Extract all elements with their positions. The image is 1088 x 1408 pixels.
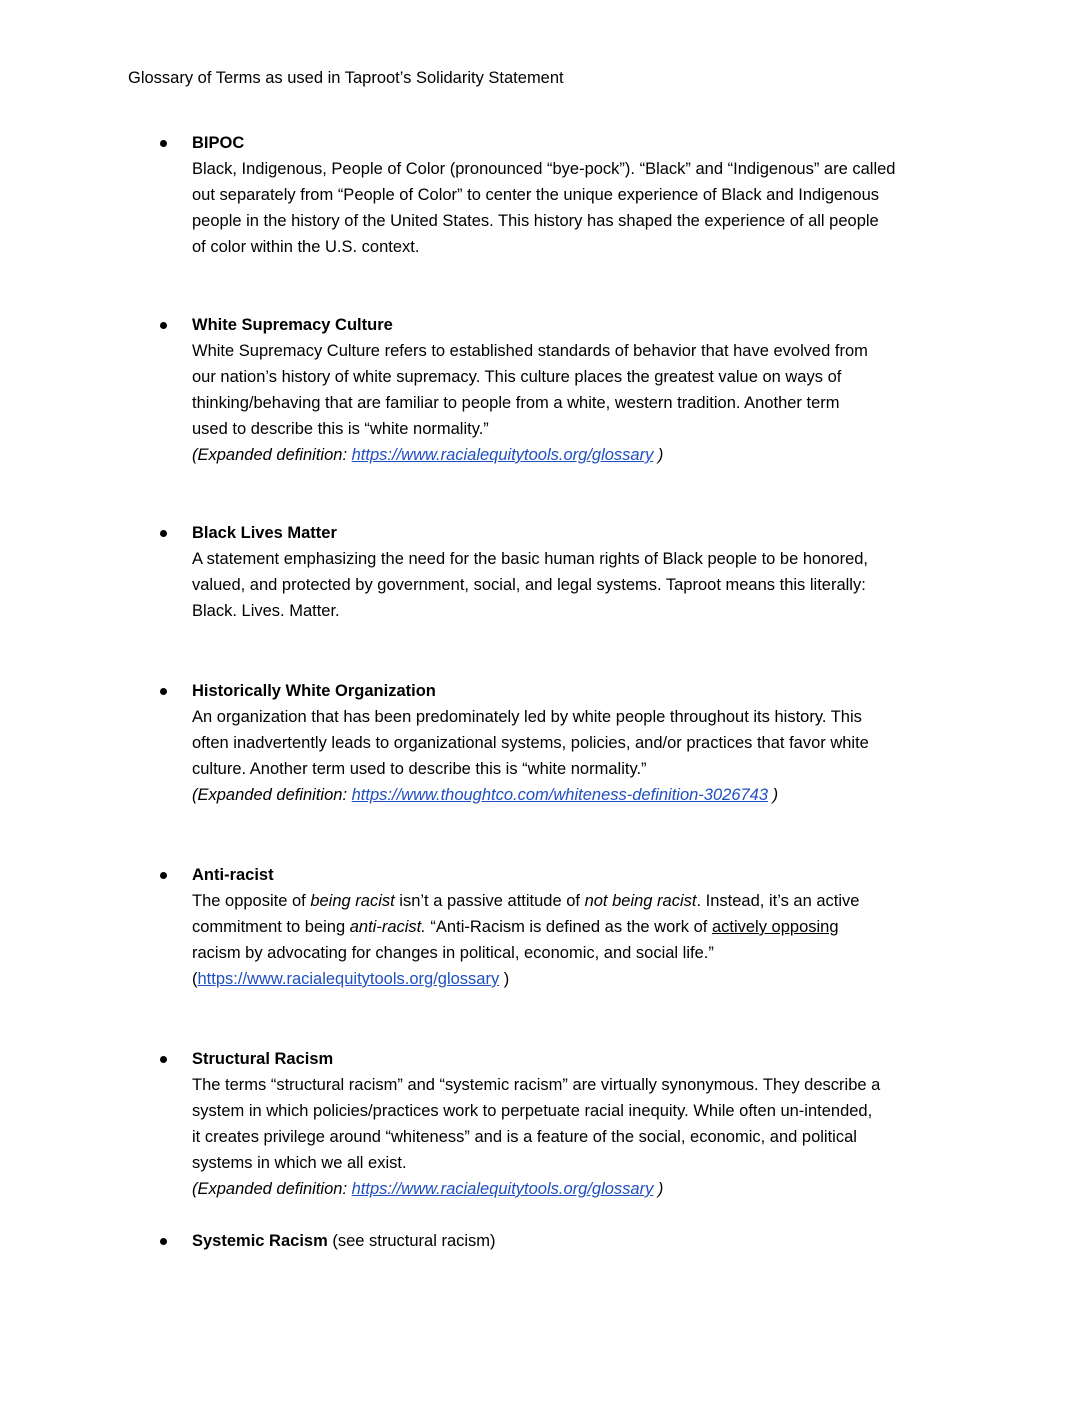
term-heading: Anti-racist	[192, 866, 274, 884]
term-heading: Structural Racism	[192, 1050, 334, 1068]
definition-line: The terms “structural racism” and “systemic racism” are virtually synonymous. They describe a	[192, 1076, 881, 1094]
text-run: The opposite of	[192, 892, 311, 910]
expanded-definition-link[interactable]: https://www.racialequitytools.org/glossary	[351, 1180, 654, 1198]
term-heading: BIPOC	[192, 134, 245, 152]
definition-line: A statement emphasizing the need for the basic human rights of Black people to be honored,	[192, 550, 869, 568]
bullet-icon	[160, 872, 167, 879]
document-title: Glossary of Terms as used in Taproot’s Solidarity Statement	[128, 69, 564, 87]
definition-line: racism by advocating for changes in political, economic, and social life.”	[192, 944, 714, 962]
expanded-definition-suffix: )	[653, 1180, 664, 1198]
text-run: commitment to being	[192, 918, 350, 936]
expanded-definition-link[interactable]: https://www.thoughtco.com/whiteness-definition-3026743	[351, 786, 769, 804]
expanded-definition	[192, 1176, 964, 1202]
source-open: (	[192, 970, 198, 988]
bullet-icon	[160, 530, 167, 537]
bullet-icon	[160, 1056, 167, 1063]
source-link[interactable]: https://www.racialequitytools.org/glossary	[197, 970, 500, 988]
bullet-icon	[160, 140, 167, 147]
expanded-definition-prefix: (Expanded definition:	[192, 786, 352, 804]
expanded-definition-prefix: (Expanded definition:	[192, 446, 352, 464]
definition-line: valued, and protected by government, social, and legal systems. Taproot means this literally:	[192, 576, 866, 594]
expanded-definition-suffix: )	[768, 786, 779, 804]
emphasis-anti-racist: anti-racist.	[349, 918, 426, 936]
expanded-definition-prefix: (Expanded definition:	[192, 1180, 352, 1198]
definition-line: often inadvertently leads to organizational systems, policies, and/or practices that favor white	[192, 734, 869, 752]
underlined-actively-opposing: actively opposing	[711, 918, 839, 936]
definition-line: White Supremacy Culture refers to established standards of behavior that have evolved from	[192, 342, 868, 360]
text-run: “Anti-Racism is defined as the work of	[425, 918, 712, 936]
definition-line	[192, 1228, 964, 1254]
definition-line: used to describe this is “white normality.”	[192, 420, 489, 438]
text-run: isn’t a passive attitude of	[394, 892, 585, 910]
emphasis-being-racist: being racist	[310, 892, 395, 910]
definition-line: people in the history of the United States. This history has shaped the experience of all people	[192, 212, 879, 230]
definition-line: of color within the U.S. context.	[192, 238, 420, 256]
definition-line: culture. Another term used to describe this is “white normality.”	[192, 760, 647, 778]
bullet-icon	[160, 688, 167, 695]
term-note: (see structural racism)	[327, 1232, 496, 1250]
definition-line: systems in which we all exist.	[192, 1154, 407, 1172]
definition-line: thinking/behaving that are familiar to people from a white, western tradition. Another term	[192, 394, 840, 412]
term-heading: White Supremacy Culture	[192, 316, 393, 334]
definition-line: Black, Indigenous, People of Color (pronounced “bye-pock”). “Black” and “Indigenous” are called	[192, 160, 896, 178]
definition-line: it creates privilege around “whiteness” and is a feature of the social, economic, and political	[192, 1128, 857, 1146]
source-close: )	[499, 970, 510, 988]
bullet-icon	[160, 1238, 167, 1245]
definition-line: An organization that has been predominately led by white people throughout its history. This	[192, 708, 862, 726]
expanded-definition	[192, 442, 964, 468]
definition-line: out separately from “People of Color” to center the unique experience of Black and Indigenous	[192, 186, 879, 204]
definition-line	[192, 914, 964, 940]
term-heading: Black Lives Matter	[192, 524, 337, 542]
expanded-definition	[192, 782, 964, 808]
definition-line: our nation’s history of white supremacy. This culture places the greatest value on ways of	[192, 368, 842, 386]
emphasis-not-being-racist: not being racist	[584, 892, 697, 910]
definition-line: Black. Lives. Matter.	[192, 602, 340, 620]
expanded-definition-suffix: )	[653, 446, 664, 464]
expanded-definition-link[interactable]: https://www.racialequitytools.org/glossary	[351, 446, 654, 464]
source-citation	[192, 966, 964, 992]
term-heading: Systemic Racism	[192, 1232, 328, 1250]
term-heading: Historically White Organization	[192, 682, 436, 700]
bullet-icon	[160, 322, 167, 329]
definition-line	[192, 888, 964, 914]
text-run: . Instead, it’s an active	[696, 892, 860, 910]
definition-line: system in which policies/practices work to perpetuate racial inequity. While often un-intended,	[192, 1102, 873, 1120]
